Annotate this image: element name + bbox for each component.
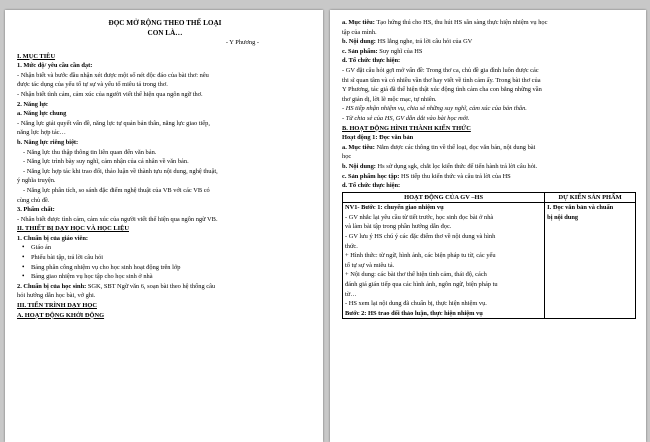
text-line: năng lực hợp tác… xyxy=(17,129,66,137)
product-line: c. Sản phẩm: Suy nghĩ của HS xyxy=(342,47,423,55)
section-heading-goals: I. MỤC TIÊU xyxy=(17,52,56,60)
bullet-item: • Phiếu bài tập, trả lời câu hỏi xyxy=(17,253,313,263)
heading-requirements: 1. Mức độ/ yêu cầu cần đạt: xyxy=(17,62,93,70)
poem-title: CON LÀ… xyxy=(147,29,183,37)
table-header-row xyxy=(343,192,636,203)
page-right xyxy=(330,10,646,442)
bullet-item: • Bảng phân công nhiệm vụ cho học sinh hoạt động trên lớp xyxy=(17,263,313,273)
heading-competence: 2. Năng lực xyxy=(17,100,48,108)
heading-organization: d. Tổ chức thực hiện: xyxy=(342,57,401,65)
bullet-item: • Bảng giao nhiệm vụ học tập cho học sinh ở nhà xyxy=(17,272,313,282)
table-cell-activities: NV1- Bước 1: chuyển giao nhiệm vụ - GV nhắc lại yêu cầu từ tiết trước, học sinh đọc bài ở nhà và làm bài tập trong phần hướng dẫn đọc. - GV lưu ý HS chú ý các đặc điểm thơ về nội dung và hình thức. + Hình thức: từ ngữ, hình ảnh, các biện pháp tu từ, các yếu tố tự sự và miêu tả. + Nội dung: các bài thơ thể hiện tình cảm, thái độ, cách đánh giá gián tiếp qua các hình ảnh, ngôn ngữ, biện pháp tu từ… - HS xem lại nội dung đã chuẩn bị, thực hiện nhiệm vụ. Bước 2: HS trao đổi thảo luận, thực hiện nhiệm vụ xyxy=(343,203,545,319)
activity-content-line: b. Nội dung: Hs sử dụng sgk, chắt lọc kiến thức để tiến hành trả lời câu hỏi. xyxy=(342,162,538,170)
text-line: ý nghĩa truyện. xyxy=(17,177,56,185)
activity-product-line: c. Sản phẩm học tập: HS tiếp thu kiến thức và câu trả lời của HS xyxy=(342,172,511,180)
text-line: - Năng lực giải quyết vấn đề, năng lực tự quản bản thân, năng lực giao tiếp, xyxy=(17,119,210,127)
text-line: - Nhận biết và bước đầu nhận xét được một số nét độc đáo của bài thơ: nêu xyxy=(17,71,209,79)
table-header-cell: HOẠT ĐỘNG CỦA GV –HS xyxy=(343,192,545,203)
text-line: tập của mình. xyxy=(342,28,377,36)
goal-line: a. Mục tiêu: Tạo hứng thú cho HS, thu hút HS sẵn sàng thực hiện nhiệm vụ học xyxy=(342,19,548,26)
text-line: cùng chủ đề. xyxy=(17,196,50,204)
page-right-content xyxy=(342,18,636,319)
text-line: - Nhân biết được tình cảm, cảm xúc của người viết thể hiện qua ngôn ngữ VB. xyxy=(17,215,218,223)
text-line: thơ giản dị, lời lẽ mộc mạc, tự nhiên. xyxy=(342,95,437,103)
table-cell-expected-products: I. Đọc văn bản và chuẩn bị nội dung xyxy=(545,203,636,319)
poem-author: - Y Phương - xyxy=(225,39,259,46)
page-left-content xyxy=(17,18,313,320)
section-heading-process: III. TIẾN TRÌNH DẠY HỌC xyxy=(17,302,97,310)
text-line: - Từ chia sẻ của HS, GV dẫn dắt vào bài học mới. xyxy=(342,114,470,122)
document-title: ĐỌC MỞ RỘNG THEO THỂ LOẠI xyxy=(108,19,222,27)
page-left xyxy=(5,10,323,442)
text-line: - HS tiếp nhận nhiệm vụ, chia sẻ những suy nghĩ, cảm xúc của bản thân. xyxy=(342,105,527,113)
activity-goal-line: a. Mục tiêu: Nắm được các thông tin về thể loại, đọc văn bản, nội dung bài xyxy=(342,143,536,151)
content-line: b. Nội dung: HS lắng nghe, trả lời câu hỏi của GV xyxy=(342,38,473,46)
text-line: - Năng lực hợp tác khi trao đổi, thảo luận về thành tựu nội dung, nghệ thuật, xyxy=(23,167,218,175)
text-line: Y Phương, tác giả đã thể hiện thật xúc động tình cảm cha con bằng những vần xyxy=(342,86,542,94)
table-row xyxy=(343,203,636,319)
bullet-item: • Giáo án xyxy=(17,243,313,253)
heading-general-competence: a. Năng lực chung xyxy=(17,110,67,118)
student-prep-line: 2. Chuẩn bị của học sinh: SGK, SBT Ngữ văn 6, soạn bài theo hệ thống câu xyxy=(17,282,216,290)
table-header-cell: DỰ KIẾN SẢN PHẨM xyxy=(545,192,636,203)
heading-qualities: 3. Phẩm chất: xyxy=(17,206,55,214)
text-line: học xyxy=(342,153,352,161)
text-line: - Nhận biết tình cảm, cảm xúc của người viết thể hiện qua ngôn ngữ thơ. xyxy=(17,90,203,98)
activity-table xyxy=(342,192,636,320)
text-line: thi sĩ quan tâm và có nhiều vần thơ hay viết về tình cảm ấy. Trong bài thơ của xyxy=(342,76,541,84)
heading-activity-organization: d. Tổ chức thực hiện: xyxy=(342,182,401,190)
section-heading-equipment: II. THIẾT BỊ DẠY HỌC VÀ HỌC LIỆU xyxy=(17,225,129,233)
text-line: - Năng lực trình bày suy nghĩ, cảm nhận của cá nhân về văn bản. xyxy=(23,158,189,166)
text-line: - GV đặt câu hỏi gợi mở vấn đề: Trong thơ ca, chủ đề gia đình luôn được các xyxy=(342,66,539,74)
heading-teacher-prep: 1. Chuẩn bị của giáo viên: xyxy=(17,234,89,242)
text-line: - Năng lực thu thập thông tin liên quan đến văn bản. xyxy=(23,148,157,156)
heading-activity-1: Hoạt động 1: Đọc văn bản xyxy=(342,134,414,142)
text-line: - Năng lực phân tích, so sánh đặc điểm nghệ thuật của VB với các VB có xyxy=(23,186,210,194)
heading-specific-competence: b. Năng lực riêng biệt: xyxy=(17,138,79,146)
text-line: được tác dụng của yếu tố tự sự và yếu tố miêu tả trong thơ. xyxy=(17,81,168,89)
text-line: hỏi hướng dẫn học bài, vở ghi. xyxy=(17,292,96,300)
section-heading-knowledge: B. HOẠT ĐỘNG HÌNH THÀNH KIẾN THỨC xyxy=(342,124,471,132)
section-heading-warmup: A. HOẠT ĐỘNG KHỞI ĐỘNG xyxy=(17,311,105,319)
